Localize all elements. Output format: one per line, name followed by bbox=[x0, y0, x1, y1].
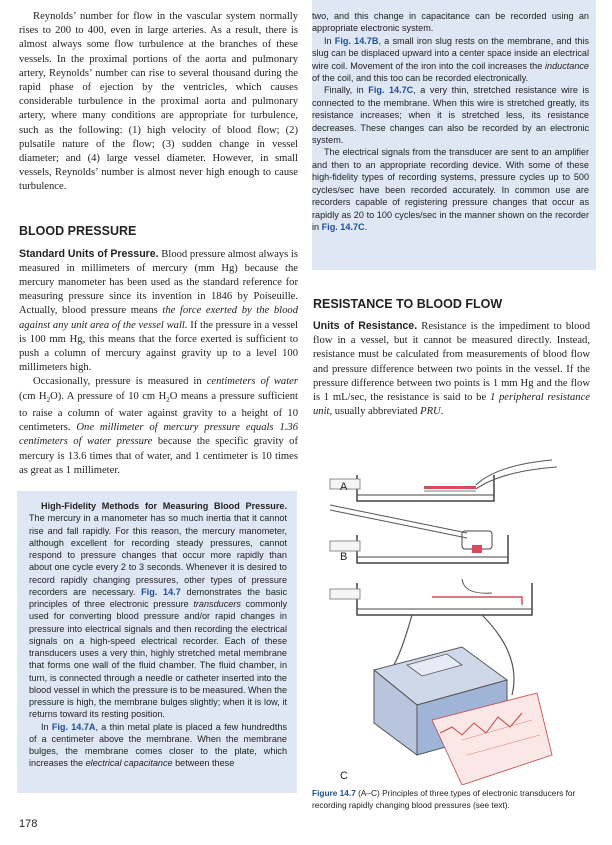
fig-14-7c-link[interactable]: Fig. 14.7C bbox=[368, 85, 414, 96]
figure-label-a: A bbox=[340, 481, 348, 493]
subheading-units-resistance: Units of Resistance. bbox=[313, 320, 418, 332]
box-title: High-Fidelity Methods for Measuring Blood Pressure. bbox=[41, 501, 287, 511]
figure-label-b: B bbox=[340, 551, 348, 563]
fig-14-7b-link[interactable]: Fig. 14.7B bbox=[334, 35, 379, 46]
figure-label-c: C bbox=[340, 770, 348, 782]
heading-resistance: RESISTANCE TO BLOOD FLOW bbox=[313, 297, 503, 311]
right-paragraph-1: two, and this change in capacitance can be recorded using an appropriate electronic system. bbox=[312, 11, 589, 34]
transducer-a bbox=[330, 460, 557, 501]
subheading-standard-units: Standard Units of Pressure. bbox=[19, 247, 159, 260]
fig-14-7c-link-2[interactable]: Fig. 14.7C bbox=[321, 221, 365, 232]
page-number: 178 bbox=[19, 818, 38, 830]
right-paragraph-2: In Fig. 14.7B, a small iron slug rests on the membrane, and this slug can be displaced upward into a center space inside an electrical wire coil. Movement of the iron into the coil increases the inductance of the coil, and this too can be recorded electronically. bbox=[312, 35, 589, 84]
fig-14-7a-link[interactable]: Fig. 14.7A bbox=[51, 721, 96, 732]
paragraph-reynolds: Reynolds’ number for flow in the vascular system normally rises to 200 to 400, even in large arteries. As a result, there is almost always some flow turbulence at the branches of these vessels. In the proximal portions of the aorta and pulmonary artery, Reynolds’ number can rise to several thousand during the rapid phase of ejection by the ventricles, which causes considerable turbulence in the proximal aorta and pulmonary artery, where many conditions are appropriate for turbulence, such as the following: (1) high velocity of blood flow; (2) pulsatile nature of the flow; (3) sudden change in vessel diameter; and (4) large vessel diameter. However, in small vessels, Reynolds’ number is almost never high enough to cause turbulence. bbox=[19, 11, 298, 193]
right-paragraph-3: Finally, in Fig. 14.7C, a very thin, stretched resistance wire is connected to the membrane. When this wire is stretched greatly, its resistance increases; when it is stretched less, its resistance decreases. These changes can also be recorded by an electronic system. bbox=[312, 85, 590, 146]
fig-14-7-link[interactable]: Fig. 14.7 bbox=[141, 586, 181, 597]
heading-blood-pressure: BLOOD PRESSURE bbox=[19, 223, 137, 238]
figure-14-7 bbox=[312, 455, 602, 785]
caption-label: Figure 14.7 bbox=[312, 788, 356, 798]
box-paragraph-1: High-Fidelity Methods for Measuring Blood Pressure. The mercury in a manometer has so much inertia that it cannot rise and fall rapidly. For this reason, the mercury manometer, although excellent for recording steady pressures, cannot respond to pressure changes that occur more rapidly than about one cycle every 2 to 3 seconds. Whenever it is desired to record rapidly changing pressures, other types of pressure recorders are necessary. Fig. 14.7 demonstrates the basic principles of three electronic pressure transducers commonly used for converting blood pressure and/or rapid changes in pressure into electrical signals and then recording the electrical signals on a high-speed electrical recorder. Each of these transducers uses a very thin, highly stretched metal membrane that forms one wall of the fluid chamber. The fluid chamber, in turn, is connected through a needle or catheter inserted into the blood vessel in which the pressure is to be measured. When the pressure is high, the membrane bulges slightly; when it is low, it returns toward its resting position. bbox=[29, 501, 287, 720]
paragraph-standard-units: Standard Units of Pressure. Blood pressure almost always is measured in millimeters of mercury (mm Hg) because the mercury manometer has been used as the standard reference for measuring pressure since its invention in 1846 by Poiseuille. Actually, blood pressure means the force exerted by the blood against any unit area of the vessel wall. If the pressure in a vessel is 100 mm Hg, this means that the force exerted is sufficient to push a column of mercury against gravity up to a level 100 millimeters high. bbox=[19, 247, 298, 374]
paragraph-units-resistance: Units of Resistance. Resistance is the impediment to blood flow in a vessel, but it cannot be measured directly. Instead, resistance must be calculated from measurements of blood flow and pressure difference between two points in the vessel. If the pressure difference between two points is 1 mm Hg and the flow is 1 mL/sec, the resistance is said to be 1 peripheral resistance unit, usually abbreviated PRU. bbox=[313, 320, 590, 418]
transducer-b bbox=[330, 505, 508, 563]
right-paragraph-4: The electrical signals from the transducer are sent to an amplifier and then to an appropriate recording device. With some of these high-fidelity types of recording systems, pressure cycles up to 500 cycles/sec have been recorded accurately. In common use are recorders capable of registering pressure changes that occur as rapidly as 20 to 100 cycles/sec in the manner shown on the recorder in Fig. 14.7C. bbox=[312, 147, 589, 232]
figure-caption: Figure 14.7 (A–C) Principles of three types of electronic transducers for recording rapidly changing blood pressures (see text). bbox=[312, 788, 576, 810]
high-fidelity-box bbox=[29, 500, 287, 770]
high-fidelity-box-continued bbox=[312, 10, 589, 233]
paragraph-centimeters-water: Occasionally, pressure is measured in centimeters of water (cm $H_2O$). A pressure of 10 cm $H_2O$ means a pressure sufficient to raise a column of water against gravity to a height of 10 centimeters. One millimeter of mercury pressure equals 1.36 centimeters of water pressure because the specific gravity of mercury is 13.6 times that of water, and 1 centimeter is 10 times as great as 1 millimeter. bbox=[19, 376, 299, 476]
recorder-device bbox=[374, 647, 552, 785]
left-column bbox=[19, 10, 298, 478]
box-paragraph-2: In Fig. 14.7A, a thin metal plate is placed a few hundredths of a centimeter above the membrane. When the membrane bulges, the membrane comes closer to the plate, which increases the electrical capacitance between these bbox=[29, 721, 287, 769]
